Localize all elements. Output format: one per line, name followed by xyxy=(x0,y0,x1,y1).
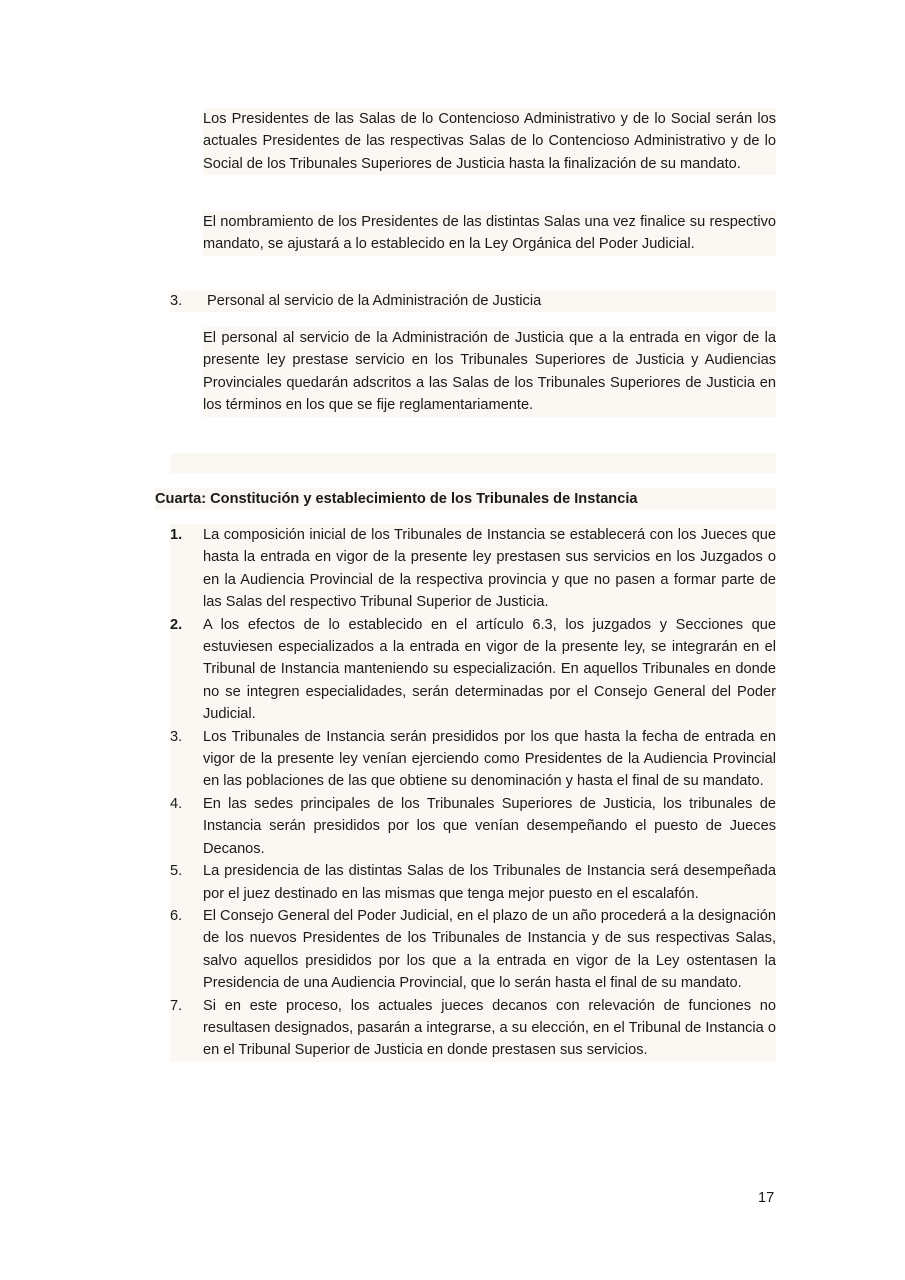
list-item-number: 3. xyxy=(170,728,183,745)
list-item xyxy=(170,524,776,614)
paragraph: El nombramiento de los Presidentes de las distintas Salas una vez finalice su respectivo mandato, se ajustará a lo establecido en la Ley Orgánica del Poder Judicial. xyxy=(203,214,776,253)
list-item-text: La composición inicial de los Tribunales de Instancia se establecerá con los Jueces que hasta la entrada en vigor de la presente ley prestasen sus servicios en los Juzgados o en la Audiencia Provincial de la respectiva provincia y que no pasen a formar parte de las Salas del respectivo Tribunal Superior de Justicia. xyxy=(203,527,776,611)
section-heading: Cuarta: Constitución y establecimiento de los Tribunales de Instancia xyxy=(155,488,776,510)
list-item-number: 1. xyxy=(170,527,183,543)
paragraph-block xyxy=(203,108,776,175)
numbered-list xyxy=(170,524,776,1062)
paragraph-block xyxy=(203,211,776,256)
list-item xyxy=(170,860,776,905)
list-item-text: El Consejo General del Poder Judicial, en el plazo de un año procederá a la designación de los nuevos Presidentes de los Tribunales de Instancia y de sus respectivas Salas, salvo aquellos presididos por los que a la entrada en vigor de la Ley ostentasen la Presidencia de una Audiencia Provincial, que lo serán hasta el final de su mandato. xyxy=(203,907,776,992)
paragraph: El personal al servicio de la Administración de Justicia que a la entrada en vigor de la presente ley prestase servicio en los Tribunales Superiores de Justicia y Audiencias Provinciales quedarán adscritos a las Salas de los Tribunales Superiores de Justicia en los términos en los que se fije reglamentariamente. xyxy=(203,330,776,414)
list-item-number: 4. xyxy=(170,795,183,812)
paragraph: Los Presidentes de las Salas de lo Contencioso Administrativo y de lo Social serán los actuales Presidentes de las respectivas Salas de lo Contencioso Administrativo y de lo Social de los Tribunales Superiores de Justicia hasta la finalización de su mandato. xyxy=(203,111,776,172)
list-item-text: La presidencia de las distintas Salas de los Tribunales de Instancia será desempeñada por el juez destinado en las mismas que tenga mejor puesto en el escalafón. xyxy=(203,863,776,902)
item-number: 3. xyxy=(170,293,183,309)
page-number: 17 xyxy=(758,1190,775,1206)
list-item-number: 6. xyxy=(170,907,183,924)
empty-shaded-line xyxy=(170,453,776,473)
list-item-text: Los Tribunales de Instancia serán presididos por los que hasta la fecha de entrada en vigor de la presente ley venían ejerciendo como Presidentes de la Audiencia Provincial en las poblaciones de las que obtiene su denominación y hasta el final de su mandato. xyxy=(203,728,776,790)
list-item xyxy=(170,905,776,995)
item-3-heading xyxy=(170,290,776,312)
list-item-text: Si en este proceso, los actuales jueces decanos con relevación de funciones no resultasen designados, pasarán a integrarse, a su elección, en el Tribunal de Instancia o en el Tribunal Superior de Justicia en donde prestasen sus servicios. xyxy=(203,997,776,1059)
list-item-text: A los efectos de lo establecido en el artículo 6.3, los juzgados y Secciones que estuviesen especializados a la entrada en vigor de la presente ley, se integrarán en el Tribunal de Instancia manteniendo su especialización. En aquellos Tribunales en donde no se integren especialidades, serán determinadas por el Consejo General del Poder Judicial. xyxy=(203,616,776,723)
list-item xyxy=(170,614,776,726)
list-item-number: 2. xyxy=(170,616,183,633)
list-item xyxy=(170,726,776,793)
list-item-number: 5. xyxy=(170,863,183,880)
list-item xyxy=(170,793,776,860)
paragraph-block xyxy=(203,327,776,417)
list-item xyxy=(170,995,776,1062)
list-item-text: En las sedes principales de los Tribunales Superiores de Justicia, los tribunales de Instancia serán presididos por los que venían desempeñando el puesto de Jueces Decanos. xyxy=(203,795,776,857)
list-item-number: 7. xyxy=(170,997,183,1014)
item-heading: Personal al servicio de la Administración de Justicia xyxy=(207,293,542,309)
